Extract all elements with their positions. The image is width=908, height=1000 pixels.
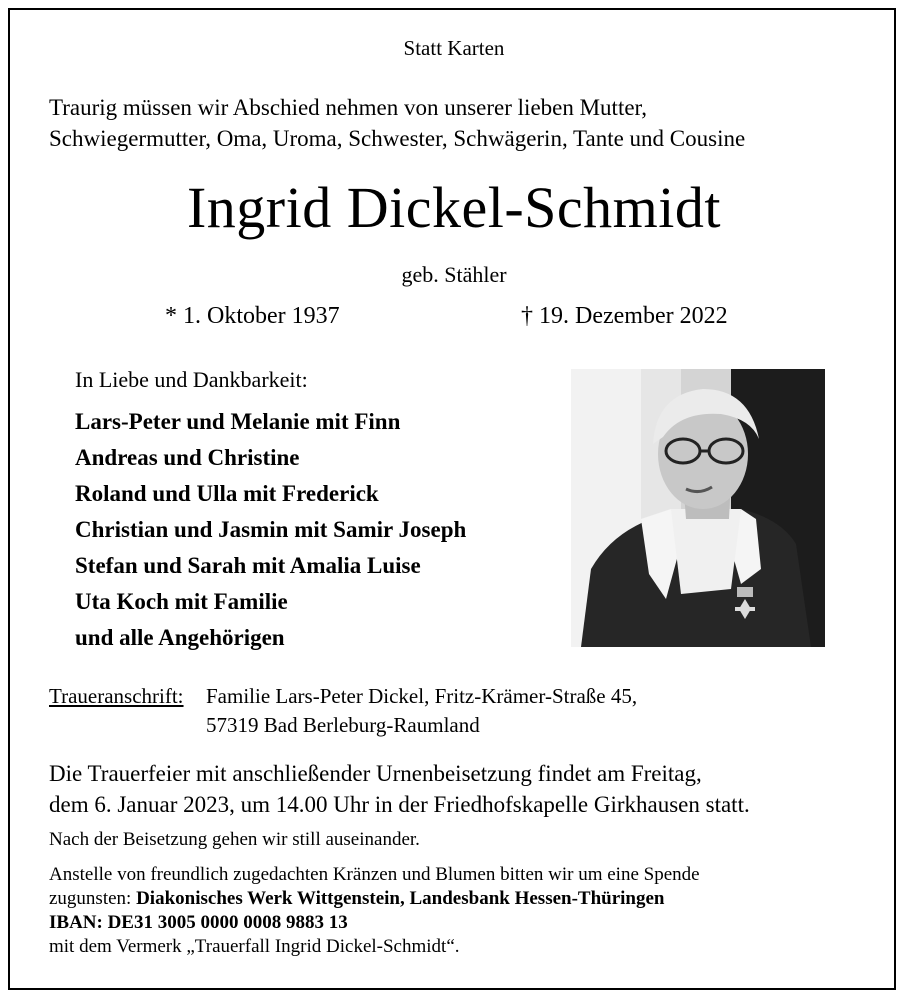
statt-karten-heading: Statt Karten [403,36,505,60]
mourners-heading: In Liebe und Dankbarkeit: [75,367,308,392]
mourner-line: Andreas und Christine [75,445,300,470]
birth-date: * 1. Oktober 1937 [165,303,340,329]
donation-text [49,863,700,959]
intro-text [49,92,745,154]
mourners-list [75,404,466,656]
address-label: Traueranschrift: [49,684,184,708]
donation-note: mit dem Vermerk „Trauerfall Ingrid Dickel-Schmidt“. [49,936,460,957]
donation-prefix: zugunsten: [49,888,137,909]
mourner-line: und alle Angehörigen [75,625,285,650]
deceased-name: Ingrid Dickel-Schmidt [186,175,721,240]
mourner-line: Stefan und Sarah mit Amalia Luise [75,553,421,578]
address-line-1: Familie Lars-Peter Dickel, Fritz-Krämer-Straße 45, [206,684,638,708]
mourner-line: Uta Koch mit Familie [75,589,288,614]
portrait-photo [571,369,825,647]
after-burial-note: Nach der Beisetzung gehen wir still auseinander. [49,829,420,850]
portrait-illustration [571,369,825,647]
ceremony-line-2: dem 6. Januar 2023, um 14.00 Uhr in der Friedhofskapelle Girkhausen statt. [49,792,750,817]
intro-line-1: Traurig müssen wir Abschied nehmen von unserer lieben Mutter, [49,95,648,120]
intro-line-2: Schwiegermutter, Oma, Uroma, Schwester, Schwägerin, Tante und Cousine [49,126,746,151]
mourner-line: Lars-Peter und Melanie mit Finn [75,409,401,434]
mourner-line: Roland und Ulla mit Frederick [75,481,379,506]
death-date: † 19. Dezember 2022 [521,303,728,329]
donation-recipient: Diakonisches Werk Wittgenstein, Landesbank Hessen-Thüringen [136,888,665,909]
address-line-2: 57319 Bad Berleburg-Raumland [206,713,480,737]
maiden-name: geb. Stähler [401,262,507,287]
donation-iban: IBAN: DE31 3005 0000 0008 9883 13 [49,912,348,933]
ceremony-line-1: Die Trauerfeier mit anschließender Urnenbeisetzung findet am Freitag, [49,761,702,786]
mourner-line: Christian und Jasmin mit Samir Joseph [75,517,467,542]
donation-line-2 [49,887,700,911]
donation-line-1: Anstelle von freundlich zugedachten Kränzen und Blumen bitten wir um eine Spende [49,864,700,885]
ceremony-text [49,758,750,820]
